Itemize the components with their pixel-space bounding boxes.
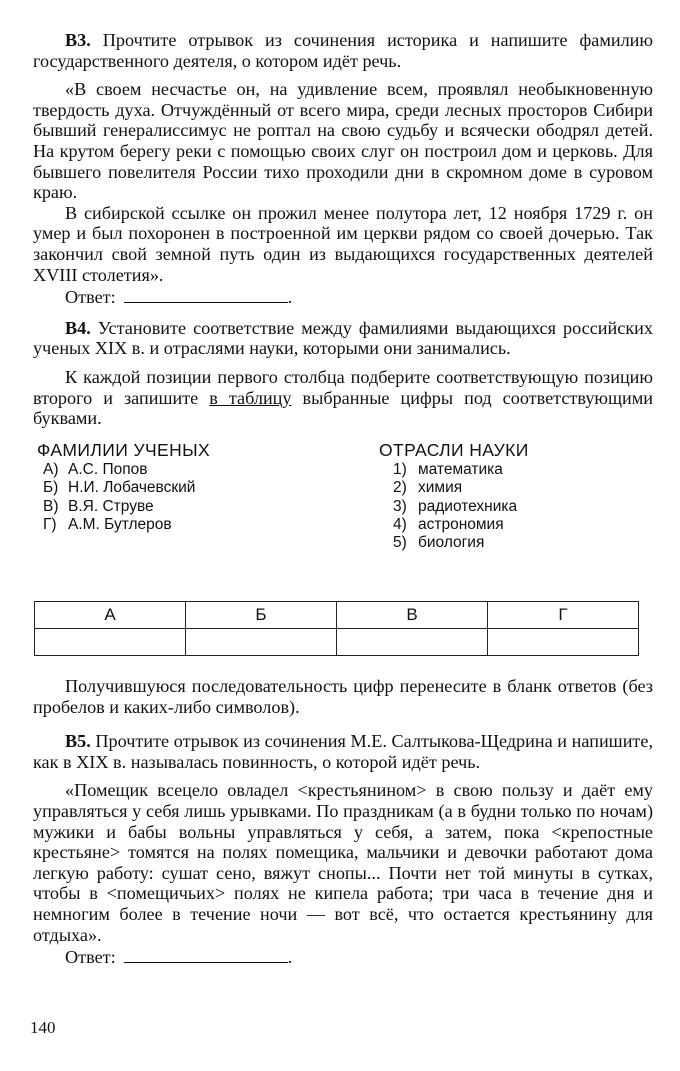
- science-key: 1): [393, 460, 407, 478]
- b4-question-text: Установите соответствие между фамилиями выдающихся российских ученых XIX в. и отраслями науки, которыми они занимались.: [33, 317, 653, 359]
- answer-table-input-row: [35, 629, 639, 656]
- answer-table-header-row: [35, 602, 639, 629]
- after-table-content: [33, 676, 653, 968]
- b5-answer-label: Ответ:: [65, 947, 116, 968]
- sciences-header: ОТРАСЛИ НАУКИ: [379, 439, 529, 460]
- b4-lists: [33, 439, 653, 552]
- b3-quote-paragraph-2: В сибирской ссылке он прожил менее полутора лет, 12 ноября 1729 г. он умер и был похоронен в построенной им церкви рядом со своей дочерью. Так закончил свой земной путь один из выдающихся государственных деятелей XVIII столетия».: [33, 202, 653, 285]
- scientist-item: [37, 479, 210, 497]
- answer-table-header-v: В: [337, 602, 488, 629]
- answer-cell-v[interactable]: [337, 629, 488, 656]
- b3-question-text: Прочтите отрывок из сочинения историка и напишите фамилию государственного деятеля, о котором идёт речь.: [33, 30, 653, 71]
- page-content: [33, 30, 653, 552]
- science-name: химия: [418, 479, 463, 497]
- b4-instruction-end: выбранные цифры под соответствующими буквами.: [33, 387, 653, 429]
- b3-label: В3.: [65, 30, 91, 50]
- science-name: астрономия: [418, 515, 504, 533]
- scientist-key: Б): [43, 479, 59, 497]
- scientist-name: А.М. Бутлеров: [68, 515, 172, 533]
- science-item: [379, 461, 529, 479]
- science-name: математика: [418, 460, 503, 478]
- b5-answer-line[interactable]: Ответ: .: [65, 947, 293, 968]
- b5-question-text: Прочтите отрывок из сочинения М.Е. Салтыкова-Щедрина и напишите, как в XIX в. называлась повинность, о которой идёт речь.: [33, 731, 653, 772]
- scientists-header: ФАМИЛИИ УЧЕНЫХ: [37, 439, 211, 460]
- answer-table-header-a: А: [35, 602, 186, 629]
- b3-answer-blank[interactable]: [124, 288, 288, 303]
- b5-quote: «Помещик всецело овладел <крестьянином> в свою пользу и даёт ему управляться у себя лишь урывками. По праздникам (а в будни только по ночам) мужики и бабы вольны управляться у себя, а затем, пока <крепостные крестьяне> томятся на полях помещика, мальчики и девочки работают дома легкую работу: сушат сено, вяжут снопы... Почти нет той минуты в сутках, чтобы в <помещичьих> полях не кипела работа; три часа в течение дня и немногим более в течение ночи — вот всё, что остается крестьянину для отдыха».: [33, 780, 653, 945]
- science-key: 4): [393, 515, 407, 533]
- science-key: 2): [393, 479, 407, 497]
- science-key: 3): [393, 497, 407, 515]
- scientist-item: [37, 461, 210, 479]
- scientists-column: [37, 439, 210, 535]
- b3-answer-line[interactable]: Ответ: .: [65, 287, 293, 308]
- scientist-item: [37, 516, 210, 534]
- answer-cell-a[interactable]: [35, 629, 186, 656]
- b3-quote-paragraph-1: «В своем несчастье он, на удивление всем, проявлял необыкновенную твердость духа. Отчуждённый от всего мира, среди лесных просторов Сибири бывший генералиссимус не роптал на свою судьбу и всячески ободрял детей. На крутом берегу реки с помощью своих слуг он построил дом и церковь. Для бывшего повелителя России тихо проходили дни в скромном доме в суровом краю.: [33, 79, 653, 203]
- scientist-name: Н.И. Лобачевский: [68, 479, 196, 497]
- science-item: [379, 534, 529, 552]
- b4-answer-table: [34, 601, 639, 656]
- b4-question: [33, 318, 653, 359]
- b4-transfer-note: Получившуюся последовательность цифр перенесите в бланк ответов (без пробелов и каких-либо символов).: [33, 676, 653, 717]
- b5-answer-blank[interactable]: [124, 948, 288, 963]
- b5-label: В5.: [65, 731, 91, 752]
- science-key: 5): [393, 534, 407, 552]
- scientist-item: [37, 498, 210, 516]
- science-item: [379, 498, 529, 516]
- science-name: радиотехника: [418, 497, 518, 515]
- b4-instruction: [33, 367, 653, 429]
- scientist-name: А.С. Попов: [68, 460, 148, 478]
- scientist-key: В): [43, 497, 59, 515]
- b4-table-link: в таблицу: [209, 387, 292, 408]
- answer-cell-g[interactable]: [488, 629, 639, 656]
- science-name: биология: [418, 534, 485, 552]
- scientist-name: В.Я. Струве: [68, 497, 154, 515]
- sciences-column: [379, 439, 529, 553]
- science-item: [379, 516, 529, 534]
- answer-table-header-g: Г: [488, 602, 639, 629]
- science-item: [379, 479, 529, 497]
- answer-table-header-b: Б: [186, 602, 337, 629]
- answer-cell-b[interactable]: [186, 629, 337, 656]
- b3-question: [33, 30, 653, 71]
- b4-instruction-start: К каждой позиции первого столбца подберите соответствующую позицию второго и запишите: [33, 366, 653, 408]
- scientist-key: Г): [43, 515, 57, 533]
- b3-answer-label: Ответ:: [65, 287, 116, 308]
- scientist-key: А): [43, 460, 59, 478]
- b4-label: В4.: [65, 317, 91, 338]
- page-number: 140: [30, 1018, 56, 1037]
- b5-question: [33, 731, 653, 772]
